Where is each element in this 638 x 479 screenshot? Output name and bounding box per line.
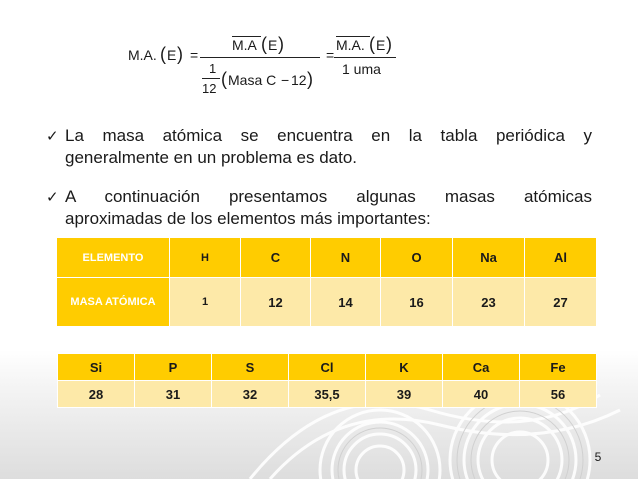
small-fraction-twelve: 12 — [202, 81, 217, 96]
fraction1-denominator-num: 12 — [291, 72, 307, 88]
atomic-mass-table-2 — [57, 353, 597, 408]
table-row — [57, 278, 597, 327]
element-cell: N — [311, 238, 381, 278]
table-row — [58, 354, 597, 381]
table-header-label: ELEMENTO — [57, 238, 170, 278]
small-fraction-one: 1 — [209, 61, 217, 76]
bullet-line: generalmente en un problema es dato. — [65, 148, 358, 167]
element-cell: Si — [58, 354, 135, 381]
bullet-text — [65, 125, 592, 169]
fraction2-numerator: M.A. — [336, 37, 365, 53]
bullet-line: A continuación presentamos algunas masas atómicas — [65, 187, 592, 206]
bullet-line: La masa atómica se encuentra en la tabla periódica y — [65, 126, 592, 145]
mass-cell: 56 — [520, 381, 597, 408]
element-cell: O — [381, 238, 453, 278]
formula-paren: ( — [261, 34, 267, 54]
small-fraction-bar — [202, 78, 220, 79]
bullet-item — [46, 125, 592, 169]
fraction1-numerator-var: E — [268, 37, 278, 53]
fraction1-bar — [200, 57, 320, 58]
mass-cell: 31 — [135, 381, 212, 408]
element-cell: S — [212, 354, 289, 381]
element-cell: Na — [453, 238, 525, 278]
formula-paren: ( — [160, 44, 166, 64]
formula-paren: ) — [177, 44, 183, 64]
formula-equals-1: = — [190, 47, 199, 63]
table-row-label: MASA ATÓMICA — [57, 278, 170, 327]
fraction1-numerator: M.A — [232, 37, 257, 53]
fraction2-denominator: 1 uma — [342, 61, 381, 77]
element-cell: C — [241, 238, 311, 278]
mass-cell: 14 — [311, 278, 381, 327]
bullet-item — [46, 186, 592, 230]
mass-cell: 12 — [241, 278, 311, 327]
mass-cell: 39 — [366, 381, 443, 408]
atomic-mass-table — [56, 237, 597, 327]
formula-paren: ) — [307, 69, 313, 89]
check-icon: ✓ — [46, 127, 59, 145]
mass-cell: 40 — [443, 381, 520, 408]
element-cell: H — [170, 238, 241, 278]
formula-paren: ) — [278, 34, 284, 54]
element-cell: P — [135, 354, 212, 381]
page-number: 5 — [594, 450, 602, 464]
element-cell: K — [366, 354, 443, 381]
formula-equals-2: = — [326, 47, 335, 63]
check-icon: ✓ — [46, 188, 59, 206]
fraction1-denominator: Masa C — [228, 72, 277, 88]
formula-paren: ( — [221, 69, 227, 89]
bullet-line: aproximadas de los elementos más importantes: — [65, 209, 431, 228]
formula-lhs-var: E — [167, 47, 177, 63]
atomic-mass-formula — [128, 34, 418, 110]
bullet-text — [65, 186, 592, 230]
mass-cell: 35,5 — [289, 381, 366, 408]
fraction2-bar — [334, 57, 396, 58]
formula-paren: ) — [386, 34, 392, 54]
element-cell: Ca — [443, 354, 520, 381]
mass-cell: 16 — [381, 278, 453, 327]
fraction1-minus: − — [281, 72, 290, 88]
mass-cell: 28 — [58, 381, 135, 408]
mass-cell: 1 — [170, 278, 241, 327]
mass-cell: 32 — [212, 381, 289, 408]
table-row — [57, 238, 597, 278]
formula-paren: ( — [369, 34, 375, 54]
element-cell: Cl — [289, 354, 366, 381]
fraction2-numerator-var: E — [376, 37, 386, 53]
element-cell: Fe — [520, 354, 597, 381]
formula-lhs: M.A. — [128, 47, 157, 63]
element-cell: Al — [525, 238, 597, 278]
mass-cell: 23 — [453, 278, 525, 327]
table-row — [58, 381, 597, 408]
mass-cell: 27 — [525, 278, 597, 327]
